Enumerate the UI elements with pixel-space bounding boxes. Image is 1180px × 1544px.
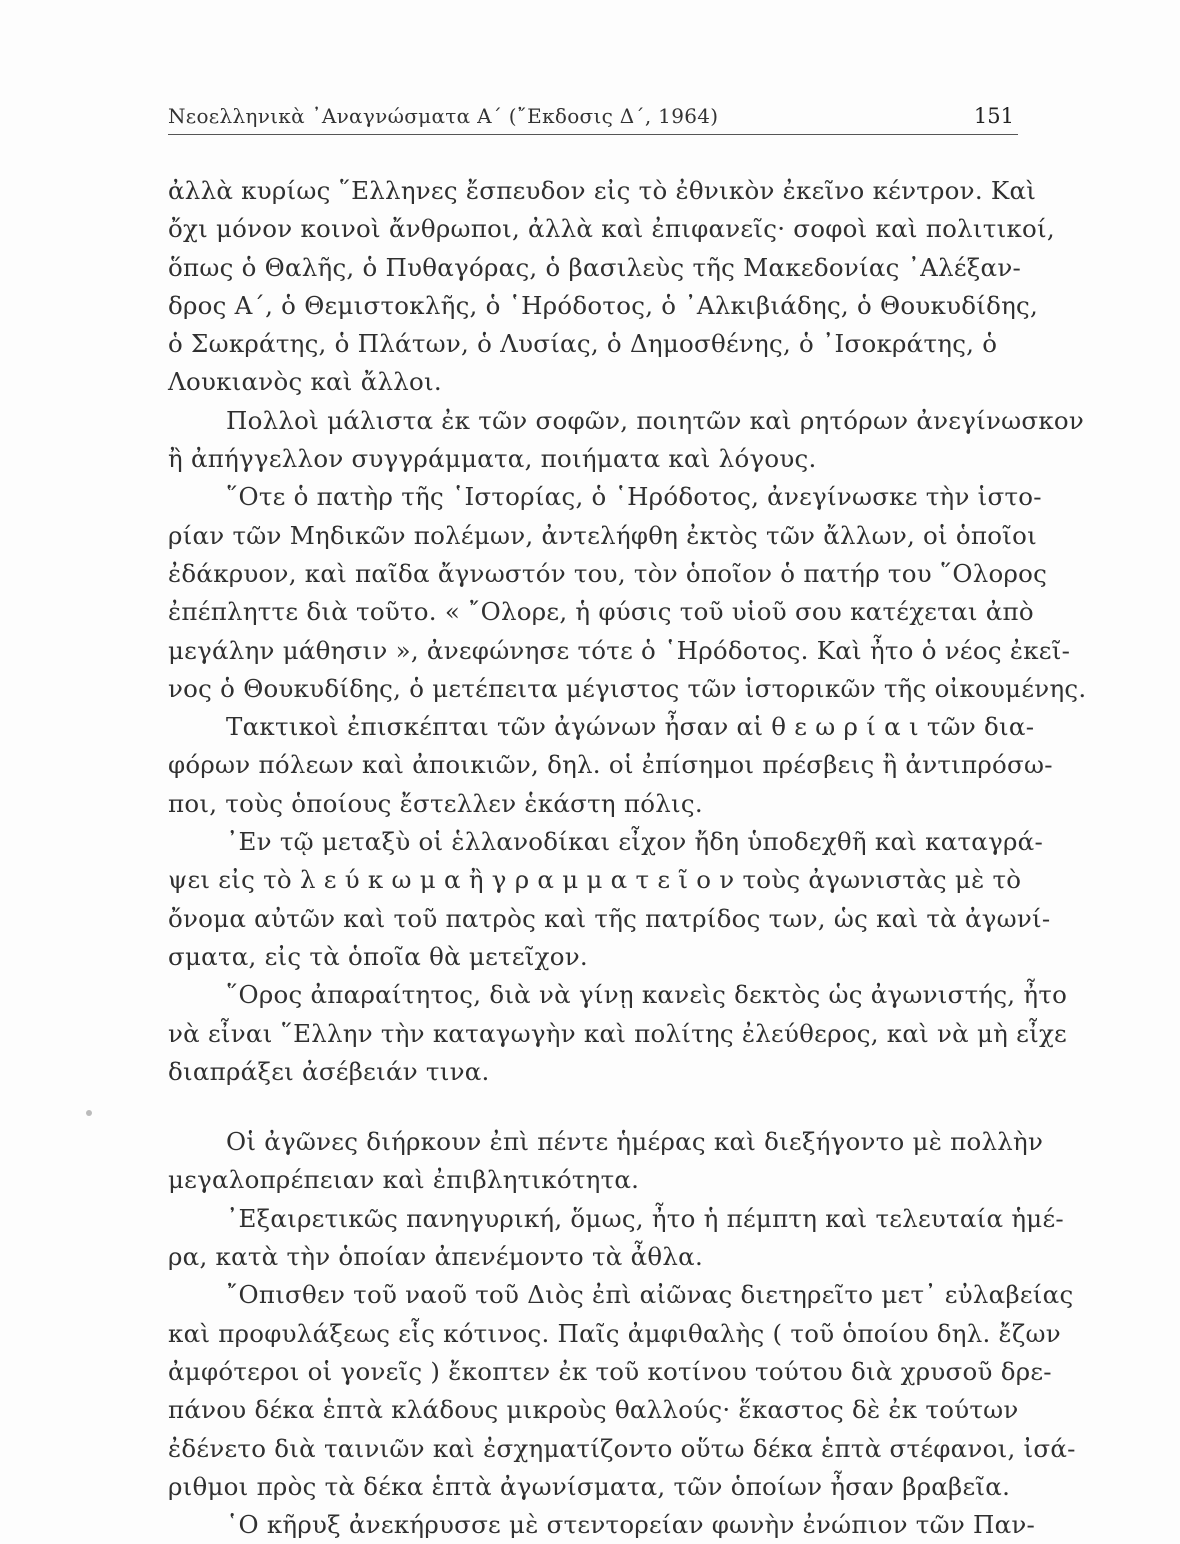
text-line: ἀλλὰ κυρίως ῞Ελληνες ἔσπευδον εἰς τὸ ἐθνικὸν ἐκεῖνο κέντρον. Καὶ [168, 176, 1037, 205]
text-line: Λουκιανὸς καὶ ἄλλοι. [168, 367, 442, 397]
paragraph [168, 478, 1087, 708]
text-line: ᾿Εν τῷ μεταξὺ οἱ ἑλλανοδίκαι εἶχον ἤδη ὑποδεχθῆ καὶ καταγρά- [226, 827, 1043, 857]
paragraph [168, 1506, 1036, 1544]
text-line: ὅπως ὁ Θαλῆς, ὁ Πυθαγόρας, ὁ βασιλεὺς τῆς Μακεδονίας ᾿Αλέξαν- [168, 252, 1021, 282]
text-line: καὶ προφυλάξεως εἷς κότινος. Παῖς ἀμφιθαλὴς ( τοῦ ὁποίου δηλ. ἔζων [168, 1318, 1061, 1348]
text-line: μεγάλην μάθησιν », ἀνεφώνησε τότε ὁ ῾Ηρόδοτος. Καὶ ἦτο ὁ νέος ἐκεῖ- [168, 635, 1071, 665]
text-line: ψει εἰς τὸ λ ε ύ κ ω μ α ἢ γ ρ α μ μ α τ ε ῖ ο ν τοὺς ἀγωνιστὰς μὲ τὸ [168, 865, 1022, 895]
text-line: νὰ εἶναι ῞Ελλην τὴν καταγωγὴν καὶ πολίτης ἐλεύθερος, καὶ νὰ μὴ εἶχε [168, 1018, 1067, 1048]
paragraph [168, 976, 1068, 1091]
text-line: νος ὁ Θουκυδίδης, ὁ μετέπειτα μέγιστος τῶν ἱστορικῶν τῆς οἰκουμένης. [168, 673, 1087, 703]
text-line: ὄνομα αὐτῶν καὶ τοῦ πατρὸς καὶ τῆς πατρίδος των, ὡς καὶ τὰ ἀγωνί- [168, 903, 1051, 933]
text-line: ῎Οπισθεν τοῦ ναοῦ τοῦ Διὸς ἐπὶ αἰῶνας διετηρεῖτο μετ᾿ εὐλαβείας [226, 1280, 1074, 1310]
paragraph [168, 1276, 1076, 1506]
text-line: ᾿Εξαιρετικῶς πανηγυρική, ὅμως, ἦτο ἡ πέμπτη καὶ τελευταία ἡμέ- [226, 1203, 1064, 1233]
paragraph [168, 172, 1055, 402]
paragraph [168, 1123, 1044, 1200]
text-line: ῞Ορος ἀπαραίτητος, διὰ νὰ γίνῃ κανεὶς δεκτὸς ὡς ἀγωνιστής, ἦτο [226, 980, 1068, 1010]
paragraph [168, 1200, 1064, 1277]
text-line: Τακτικοὶ ἐπισκέπται τῶν ἀγώνων ἦσαν αἱ θ ε ω ρ ί α ι τῶν δια- [226, 712, 1035, 742]
stray-dot-mark [86, 1110, 92, 1116]
text-line: σματα, εἰς τὰ ὁποῖα θὰ μετεῖχον. [168, 941, 588, 971]
text-line: ἀμφότεροι οἱ γονεῖς ) ἔκοπτεν ἐκ τοῦ κοτίνου τούτου διὰ χρυσοῦ δρε- [168, 1356, 1052, 1386]
text-line: φόρων πόλεων καὶ ἀποικιῶν, δηλ. οἱ ἐπίσημοι πρέσβεις ἢ ἀντιπρόσω- [168, 750, 1053, 780]
paragraph [168, 708, 1053, 823]
text-line: ρίαν τῶν Μηδικῶν πολέμων, ἀντελήφθη ἐκτὸς τῶν ἄλλων, οἱ ὁποῖοι [168, 520, 1037, 550]
body-text [168, 172, 1087, 1544]
text-line: ὄχι μόνον κοινοὶ ἄνθρωποι, ἀλλὰ καὶ ἐπιφανεῖς· σοφοὶ καὶ πολιτικοί, [168, 214, 1055, 244]
text-line: ρα, κατὰ τὴν ὁποίαν ἀπενέμοντο τὰ ἆθλα. [168, 1242, 703, 1272]
text-line: δρος Α΄, ὁ Θεμιστοκλῆς, ὁ ῾Ηρόδοτος, ὁ ᾿Αλκιβιάδης, ὁ Θουκυδίδης, [168, 290, 1039, 320]
section-gap [168, 1091, 1023, 1123]
text-line: ὁ Σωκράτης, ὁ Πλάτων, ὁ Λυσίας, ὁ Δημοσθένης, ὁ ᾿Ισοκράτης, ὁ [168, 329, 998, 359]
paragraph [168, 402, 1085, 479]
running-head-title: Νεοελληνικὰ ᾿Αναγνώσματα Α΄ (῎Εκδοσις Δ΄, 1964) [168, 104, 719, 128]
text-line: ἐπέπληττε διὰ τοῦτο. « ῎Ολορε, ἡ φύσις τοῦ υἱοῦ σου κατέχεται ἀπὸ [168, 597, 1034, 627]
page-number: 151 [973, 104, 1014, 128]
text-line: Πολλοὶ μάλιστα ἐκ τῶν σοφῶν, ποιητῶν καὶ ρητόρων ἀνεγίνωσκον [226, 405, 1085, 435]
text-line: διαπράξει ἀσέβειάν τινα. [168, 1056, 490, 1086]
text-line: μεγαλοπρέπειαν καὶ ἐπιβλητικότητα. [168, 1165, 640, 1195]
text-line: ἢ ἀπήγγελλον συγγράμματα, ποιήματα καὶ λόγους. [168, 444, 817, 474]
text-line: ἐδένετο διὰ ταινιῶν καὶ ἐσχηματίζοντο οὕτω δέκα ἑπτὰ στέφανοι, ἰσά- [168, 1433, 1076, 1463]
text-line: πάνου δέκα ἑπτὰ κλάδους μικροὺς θαλλούς· ἕκαστος δὲ ἐκ τούτων [168, 1395, 1019, 1425]
running-head [168, 100, 1018, 135]
text-line: Οἱ ἀγῶνες διήρκουν ἐπὶ πέντε ἡμέρας καὶ διεξήγοντο μὲ πολλὴν [226, 1127, 1044, 1157]
text-line: ποι, τοὺς ὁποίους ἔστελλεν ἑκάστη πόλις. [168, 788, 703, 818]
text-line: ριθμοι πρὸς τὰ δέκα ἑπτὰ ἀγωνίσματα, τῶν ὁποίων ἦσαν βραβεῖα. [168, 1471, 1011, 1501]
text-line: ῞Οτε ὁ πατὴρ τῆς ῾Ιστορίας, ὁ ῾Ηρόδοτος, ἀνεγίνωσκε τὴν ἱστο- [226, 482, 1042, 512]
paragraph [168, 823, 1051, 976]
text-line: ἐδάκρυον, καὶ παῖδα ἄγνωστόν του, τὸν ὁποῖον ὁ πατήρ του ῞Ολορος [168, 558, 1048, 588]
text-line: ῾Ο κῆρυξ ἀνεκήρυσσε μὲ στεντορείαν φωνὴν ἐνώπιον τῶν Παν- [226, 1510, 1036, 1540]
